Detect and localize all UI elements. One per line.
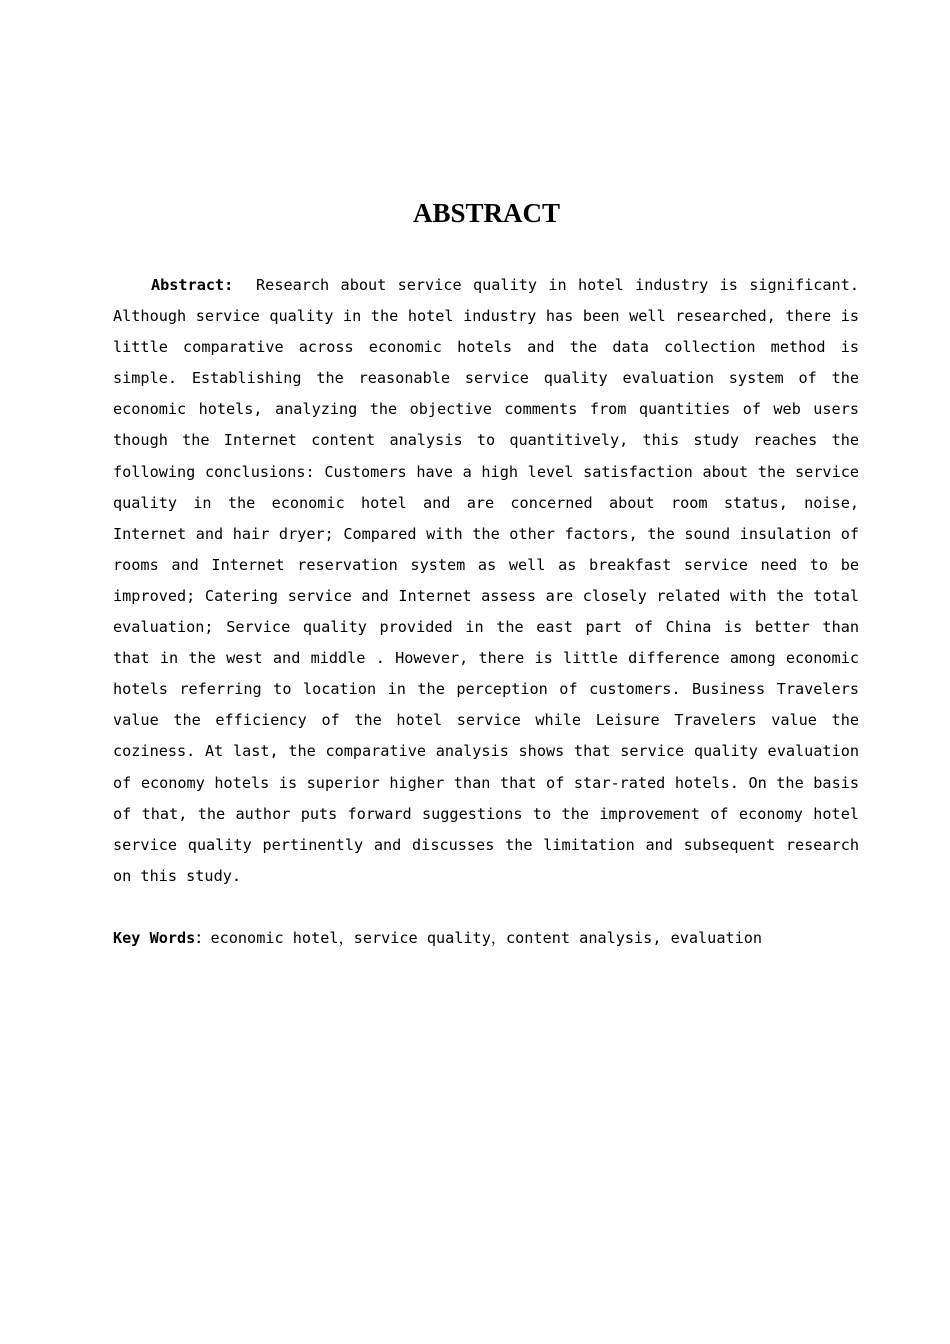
abstract-label: Abstract: [151,276,234,294]
abstract-title: ABSTRACT [412,198,561,228]
keywords-text: economic hotel，service quality，content analysis, evaluation [210,929,763,947]
keywords-label: Key Words： [113,929,211,947]
abstract-paragraph [113,270,859,892]
abstract-text: Research about service quality in hotel industry is significant. Although service quality in the hotel industry has been well researched, there is little comparative across economic hotels and the data collection method is simple. Establishing the reasonable service quality evaluation system of the economic hotels, analyzing the objective comments from quantities of web users though the Internet content analysis to quantitively, this study reaches the following conclusions: Customers have a high level satisfaction about the service quality in the economic hotel and are concerned about room status, noise, Internet and hair dryer; Compared with the other factors, the sound insulation of rooms and Internet reservation system as well as breakfast service need to be improved; Catering service and Internet assess are closely related with the total evaluation; Service quality provided in the east part of China is better than that in the west and middle . However, there is little difference among economic hotels referring to location in the perception of customers. Business Travelers value the efficiency of the hotel service while Leisure Travelers value the coziness. At last, the comparative analysis shows that service quality evaluation of economy hotels is superior higher than that of star-rated hotels. On the basis of that, the author puts forward suggestions to the improvement of economy hotel service quality pertinently and discusses the limitation and subsequent research on this study. [113,276,859,885]
keywords-line [113,923,859,954]
